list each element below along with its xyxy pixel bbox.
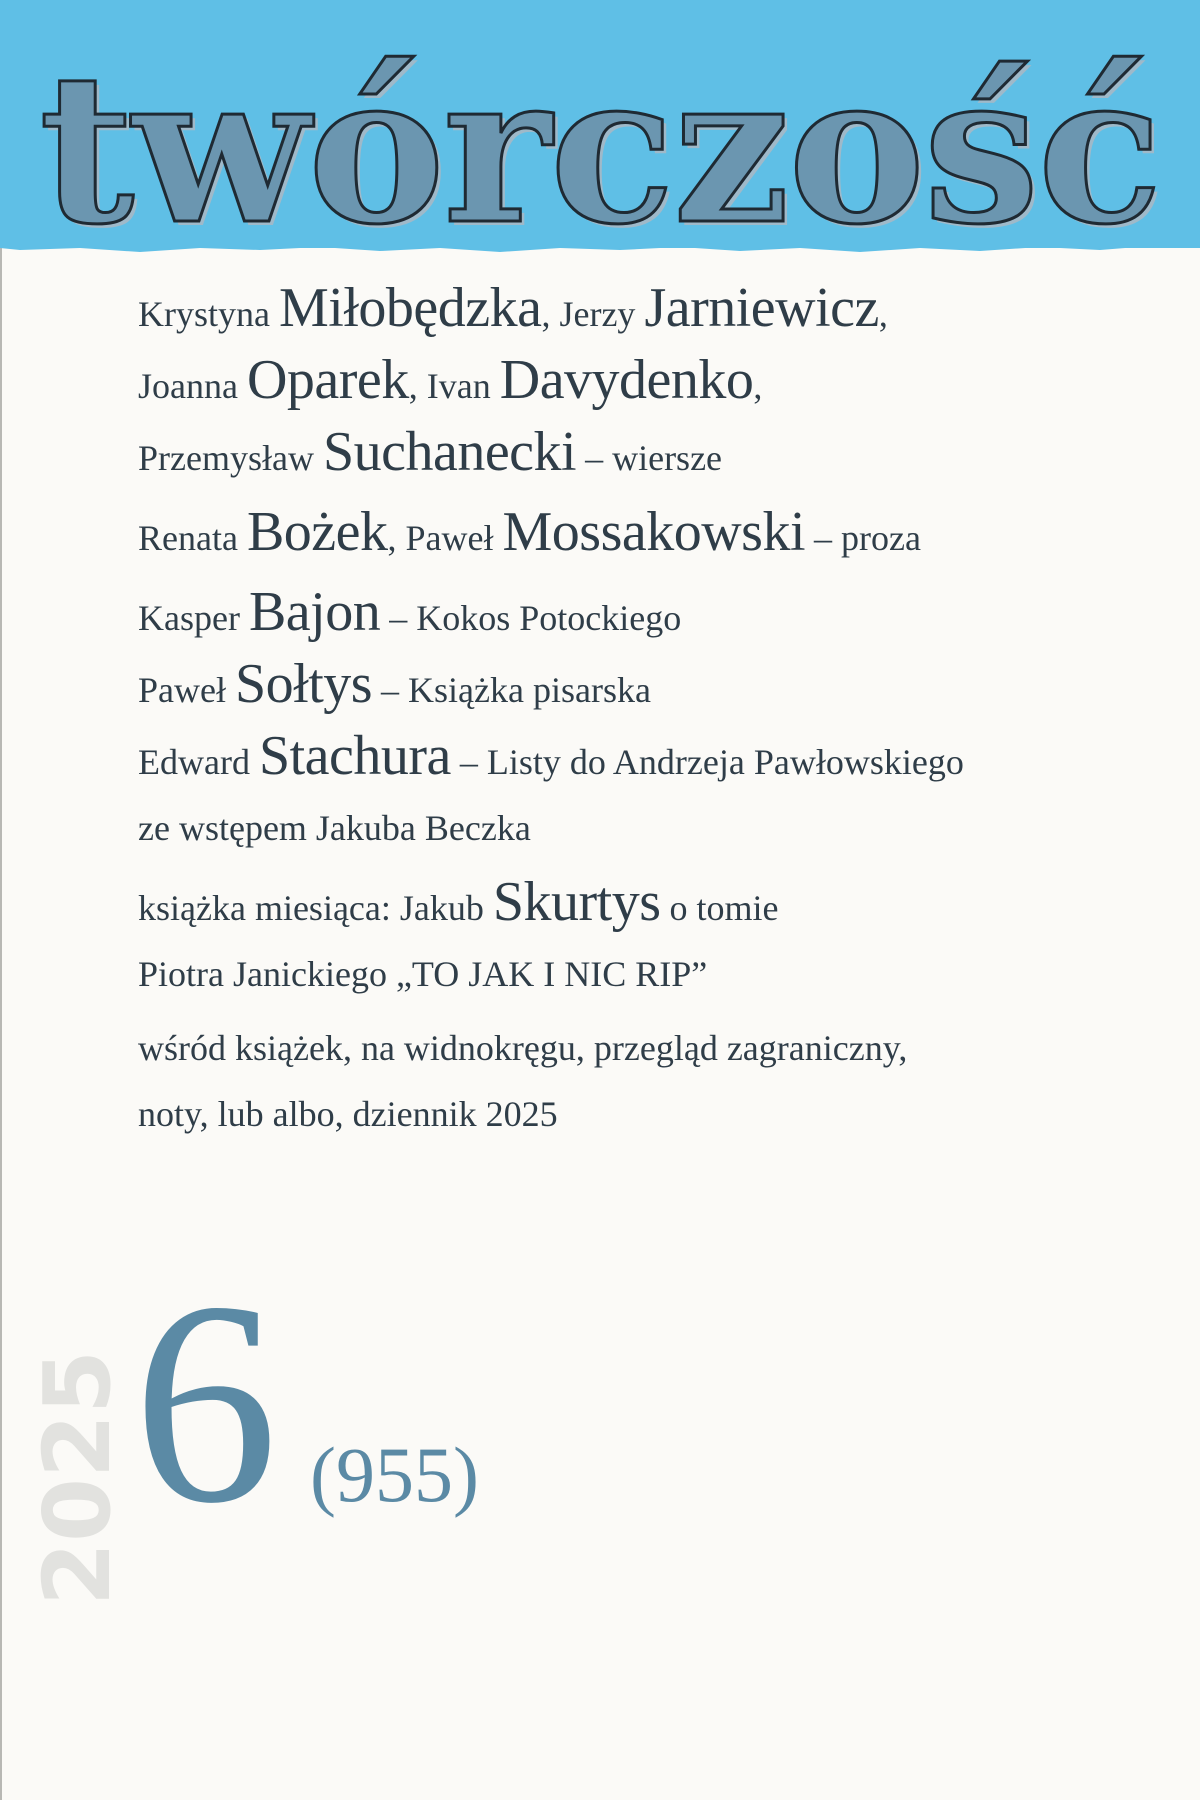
author-first-name: Krystyna [138,294,279,334]
author-surname: Sołtys [234,653,373,715]
author-first-name: Przemysław [138,438,323,478]
author-surname: Bożek [246,501,388,563]
contents-line-12 [138,1081,1178,1147]
work-title: – Kokos Potockiego [380,598,682,638]
author-surname: Davydenko [499,349,754,411]
magazine-title: twórczość [39,28,1161,270]
section-label: – wiersze [576,438,723,478]
contents-line-6 [138,651,1178,723]
contents-line-2 [138,347,1178,419]
author-first-name: Kasper [138,598,249,638]
table-of-contents [138,275,1178,1147]
author-surname: Skurtys [492,871,661,933]
separator: , [878,294,888,334]
work-title: – Książka pisarska [372,670,651,710]
author-surname: Miłobędzka [278,277,542,339]
contents-line-9 [138,869,1178,941]
author-surname: Oparek [246,349,409,411]
section-label: – proza [805,518,921,558]
issue-number: 6 [133,1242,278,1563]
section-list: wśród książek, na widnokręgu, przegląd zagraniczny, [138,1028,908,1068]
section-label: książka miesiąca: Jakub [138,888,493,928]
author-first-name: Edward [138,742,259,782]
author-surname: Jarniewicz [644,277,879,339]
spine-edge [0,0,2,1800]
author-first-name: Joanna [138,366,247,406]
work-note: ze wstępem Jakuba Beczka [138,808,531,848]
author-first-name: , Ivan [408,366,500,406]
contents-line-1 [138,275,1178,347]
author-surname: Suchanecki [322,421,577,483]
contents-line-5 [138,579,1178,651]
work-title: – Listy do Andrzeja Pawłowskiego [450,742,964,782]
issue-year: 2025 [24,1349,131,1606]
author-first-name: Renata [138,518,247,558]
work-note: Piotra Janickiego „TO JAK I NIC RIP” [138,954,708,994]
separator: , [753,366,763,406]
section-list: noty, lub albo, dziennik 2025 [138,1094,558,1134]
author-surname: Stachura [258,725,451,787]
contents-line-11 [138,1015,1178,1081]
issue-total-number: (955) [310,1431,479,1518]
contents-line-3 [138,419,1178,491]
author-surname: Mossakowski [502,501,806,563]
author-surname: Bajon [248,581,381,643]
work-note: o tomie [660,888,779,928]
contents-line-8 [138,795,1178,861]
author-first-name: , Paweł [387,518,503,558]
contents-line-4 [138,499,1178,571]
author-first-name: Paweł [138,670,235,710]
contents-line-7 [138,723,1178,795]
contents-line-10 [138,941,1178,1007]
author-first-name: , Jerzy [541,294,645,334]
